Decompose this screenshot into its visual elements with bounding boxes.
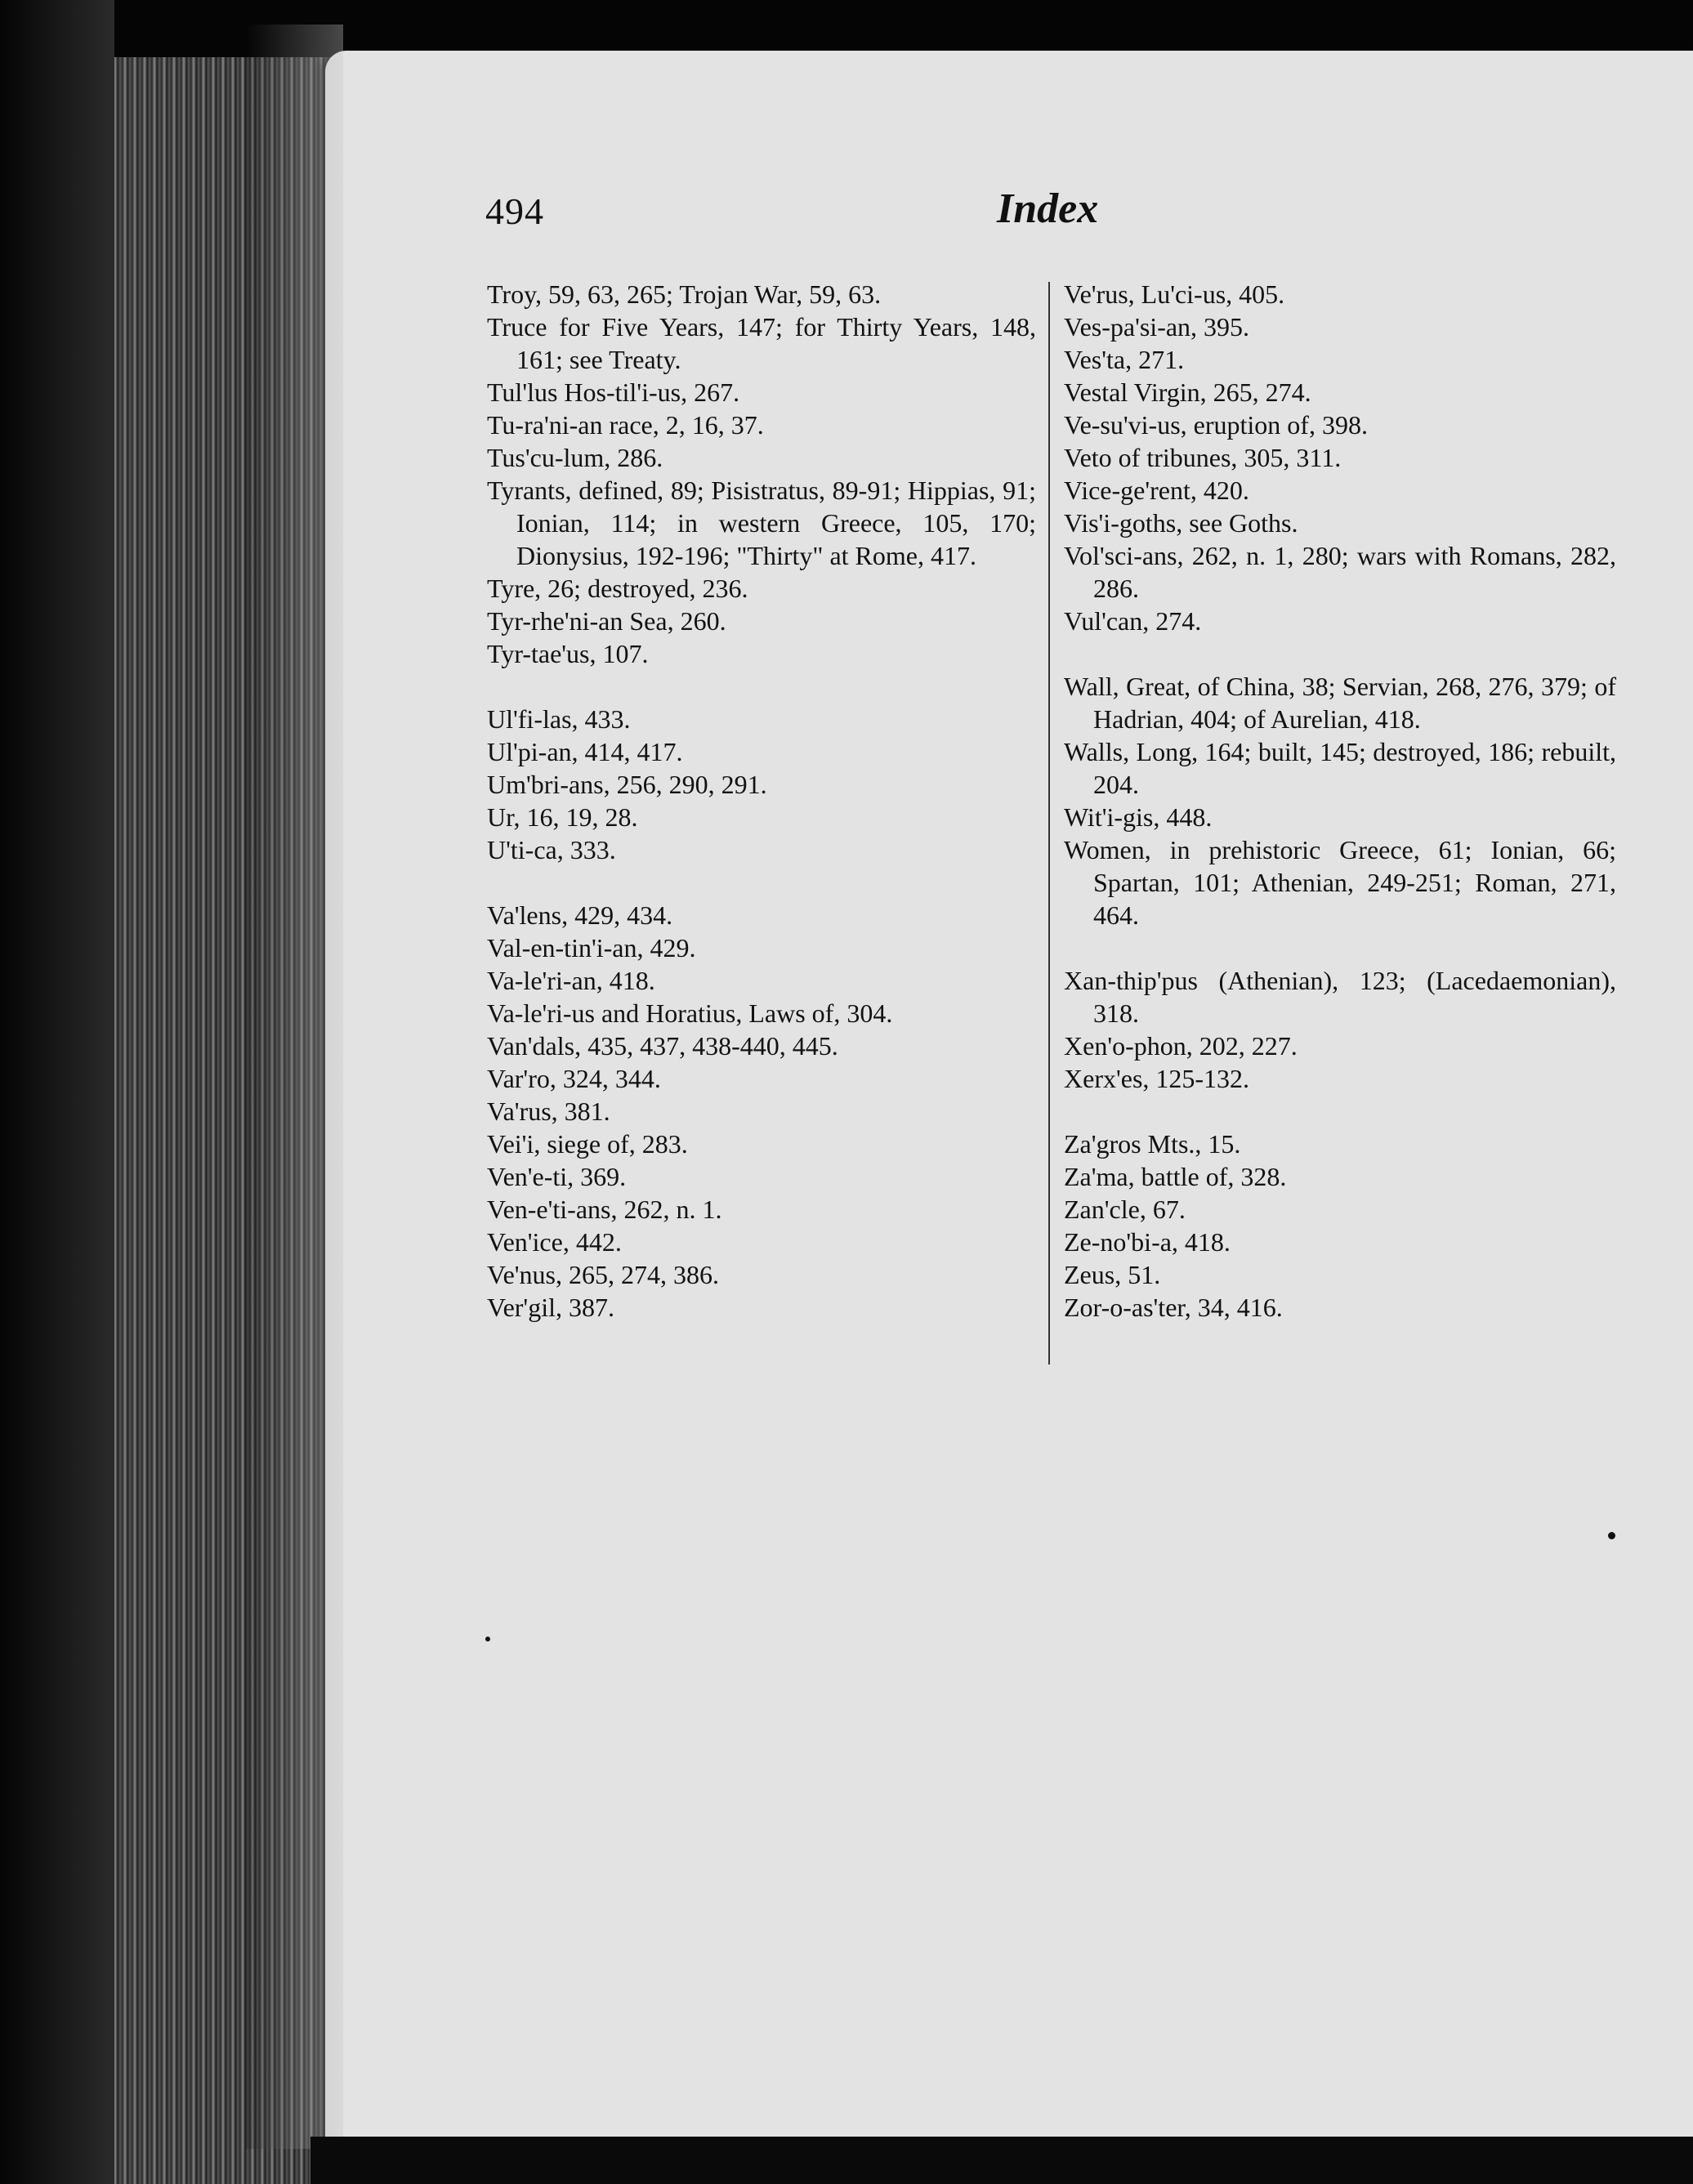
index-entry: Ve'nus, 265, 274, 386. xyxy=(487,1260,719,1289)
index-column-left xyxy=(487,278,1036,1324)
index-entry: Val-en-tin'i-an, 429. xyxy=(487,933,696,962)
index-entry: Vei'i, siege of, 283. xyxy=(487,1129,688,1159)
index-entry: Ul'pi-an, 414, 417. xyxy=(487,737,683,766)
column-divider xyxy=(1048,282,1050,1364)
letter-group-gap xyxy=(1064,931,1616,964)
index-entry: Walls, Long, 164; built, 145; destroyed, 186; rebuilt, 204. xyxy=(1064,737,1616,799)
index-entry: Ven'ice, 442. xyxy=(487,1227,622,1257)
index-entry: Va-le'ri-an, 418. xyxy=(487,966,655,995)
index-entry: Women, in prehistoric Greece, 61; Ionian, 66; Spartan, 101; Athenian, 249-251; Roman, 271, 464. xyxy=(1064,835,1616,930)
index-column-right xyxy=(1064,278,1616,1324)
print-speck xyxy=(1608,1532,1615,1539)
index-entry: Ur, 16, 19, 28. xyxy=(487,802,638,832)
index-entry: Va'lens, 429, 434. xyxy=(487,900,673,930)
letter-group-gap xyxy=(487,670,1036,703)
letter-group-gap xyxy=(1064,637,1616,670)
index-entry: Za'ma, battle of, 328. xyxy=(1064,1162,1287,1191)
index-entry: Vis'i-goths, see Goths. xyxy=(1064,508,1298,538)
index-entry: Wit'i-gis, 448. xyxy=(1064,802,1213,832)
index-entry: Tyre, 26; destroyed, 236. xyxy=(487,574,748,603)
index-entry: Veto of tribunes, 305, 311. xyxy=(1064,443,1342,472)
index-entry: Va'rus, 381. xyxy=(487,1096,610,1126)
page-gutter-shade xyxy=(245,25,343,2149)
index-entry: Tyr-rhe'ni-an Sea, 260. xyxy=(487,606,726,636)
index-entry: Ve-su'vi-us, eruption of, 398. xyxy=(1064,410,1368,440)
index-entry: Zan'cle, 67. xyxy=(1064,1195,1186,1224)
page-number: 494 xyxy=(485,190,544,232)
index-entry: Troy, 59, 63, 265; Trojan War, 59, 63. xyxy=(487,279,882,309)
index-entry: Vice-ge'rent, 420. xyxy=(1064,476,1249,505)
index-entry: Xen'o-phon, 202, 227. xyxy=(1064,1031,1298,1061)
index-entry: Zeus, 51. xyxy=(1064,1260,1161,1289)
index-entry: Tyrants, defined, 89; Pisistratus, 89-91; Hippias, 91; Ionian, 114; in western Greece, 105, 170; Dionysius, 192-196; "Thirty" at Rome, 417. xyxy=(487,476,1036,570)
index-entry: Wall, Great, of China, 38; Servian, 268, 276, 379; of Hadrian, 404; of Aurelian, 418. xyxy=(1064,672,1616,734)
index-entry: Ve'rus, Lu'ci-us, 405. xyxy=(1064,279,1285,309)
index-entry: Ven'e-ti, 369. xyxy=(487,1162,627,1191)
letter-group-gap xyxy=(487,866,1036,899)
letter-group-gap xyxy=(1064,1095,1616,1128)
scan-border-bottom xyxy=(310,2137,1693,2184)
index-entry: Ves'ta, 271. xyxy=(1064,345,1185,374)
index-entry: U'ti-ca, 333. xyxy=(487,835,616,864)
index-entry: Truce for Five Years, 147; for Thirty Years, 148, 161; see Treaty. xyxy=(487,312,1036,374)
page-header xyxy=(485,185,1106,247)
index-entry: Va-le'ri-us and Horatius, Laws of, 304. xyxy=(487,998,893,1028)
index-entry: Vul'can, 274. xyxy=(1064,606,1202,636)
index-entry: Ul'fi-las, 433. xyxy=(487,704,631,734)
index-entry: Tu-ra'ni-an race, 2, 16, 37. xyxy=(487,410,764,440)
index-entry: Ven-e'ti-ans, 262, n. 1. xyxy=(487,1195,722,1224)
index-entry: Um'bri-ans, 256, 290, 291. xyxy=(487,770,767,799)
index-entry: Ver'gil, 387. xyxy=(487,1293,614,1322)
index-entry: Zor-o-as'ter, 34, 416. xyxy=(1064,1293,1283,1322)
book-edge-shadow xyxy=(0,0,114,2184)
running-title: Index xyxy=(997,185,1099,232)
index-entry: Tus'cu-lum, 286. xyxy=(487,443,663,472)
scan-border-top xyxy=(114,0,1693,57)
index-entry: Xan-thip'pus (Athenian), 123; (Lacedaemonian), 318. xyxy=(1064,966,1616,1028)
index-entry: Vol'sci-ans, 262, n. 1, 280; wars with Romans, 282, 286. xyxy=(1064,541,1616,603)
index-entry: Var'ro, 324, 344. xyxy=(487,1064,661,1093)
index-entry: Tyr-tae'us, 107. xyxy=(487,639,649,668)
print-speck xyxy=(485,1637,490,1641)
index-entry: Vestal Virgin, 265, 274. xyxy=(1064,377,1311,407)
index-entry: Ves-pa'si-an, 395. xyxy=(1064,312,1250,342)
index-entry: Tul'lus Hos-til'i-us, 267. xyxy=(487,377,740,407)
index-entry: Ze-no'bi-a, 418. xyxy=(1064,1227,1231,1257)
index-entry: Za'gros Mts., 15. xyxy=(1064,1129,1241,1159)
index-entry: Van'dals, 435, 437, 438-440, 445. xyxy=(487,1031,838,1061)
index-entry: Xerx'es, 125-132. xyxy=(1064,1064,1250,1093)
